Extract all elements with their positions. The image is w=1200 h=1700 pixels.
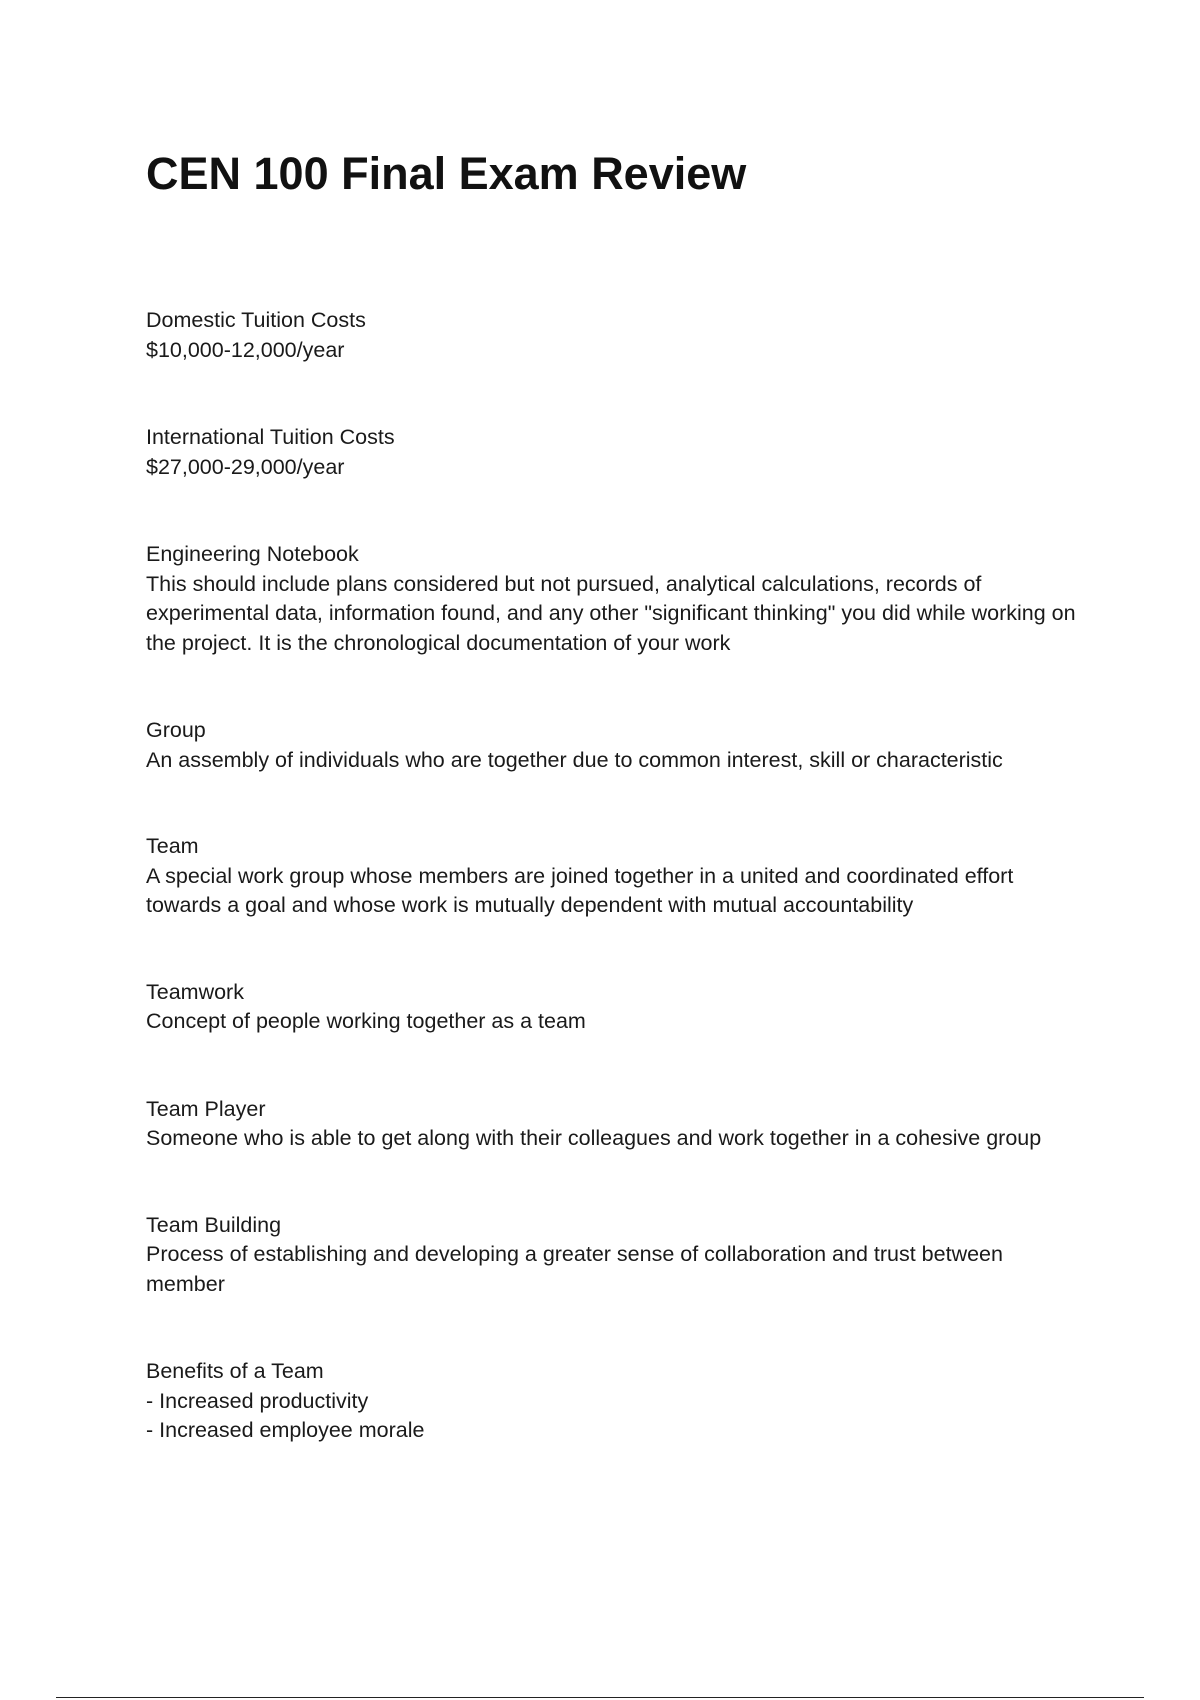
term-label: International Tuition Costs: [146, 425, 395, 449]
term-label: Team Player: [146, 1096, 266, 1121]
term-entry-team-player: [146, 1095, 1086, 1154]
page-bottom-rule: [56, 1697, 1144, 1698]
term-definition: An assembly of individuals who are together due to common interest, skill or characteristic: [146, 747, 1003, 772]
term-definition: Process of establishing and developing a greater sense of collaboration and trust between member: [146, 1242, 1003, 1296]
term-label: Teamwork: [146, 979, 244, 1004]
term-definition: Someone who is able to get along with their colleagues and work together in a cohesive group: [146, 1126, 1042, 1150]
term-label: Domestic Tuition Costs: [146, 308, 366, 332]
term-label: Benefits of a Team: [146, 1359, 324, 1383]
term-label: Team: [146, 834, 199, 858]
term-label: Group: [146, 718, 206, 742]
term-definition: Concept of people working together as a team: [146, 1009, 586, 1033]
term-entry-team: [146, 832, 1086, 921]
term-label: Engineering Notebook: [146, 542, 359, 566]
term-definition: This should include plans considered but not pursued, analytical calculations, records of experimental data, information found, and any other "significant thinking" you did while working on the project. It is the chronological documentation of your work: [146, 571, 1076, 655]
bullet-item: - Increased employee morale: [146, 1418, 425, 1442]
term-entry-international-tuition: [146, 423, 1086, 482]
term-entry-teamwork: [146, 978, 1086, 1037]
term-entry-benefits-of-team: [146, 1357, 1086, 1446]
page-title: CEN 100 Final Exam Review: [146, 148, 747, 199]
term-label: Team Building: [146, 1212, 282, 1237]
term-entry-group: [146, 716, 1086, 775]
term-definition: $10,000-12,000/year: [146, 337, 345, 362]
term-definition: A special work group whose members are joined together in a united and coordinated effort towards a goal and whose work is mutually dependent with mutual accountability: [146, 863, 1014, 917]
term-definition: $27,000-29,000/year: [146, 454, 345, 479]
term-entry-engineering-notebook: [146, 540, 1086, 658]
term-list: [146, 306, 1086, 1446]
bullet-item: - Increased productivity: [146, 1388, 369, 1413]
term-entry-team-building: [146, 1211, 1086, 1300]
term-entry-domestic-tuition: [146, 306, 1086, 365]
